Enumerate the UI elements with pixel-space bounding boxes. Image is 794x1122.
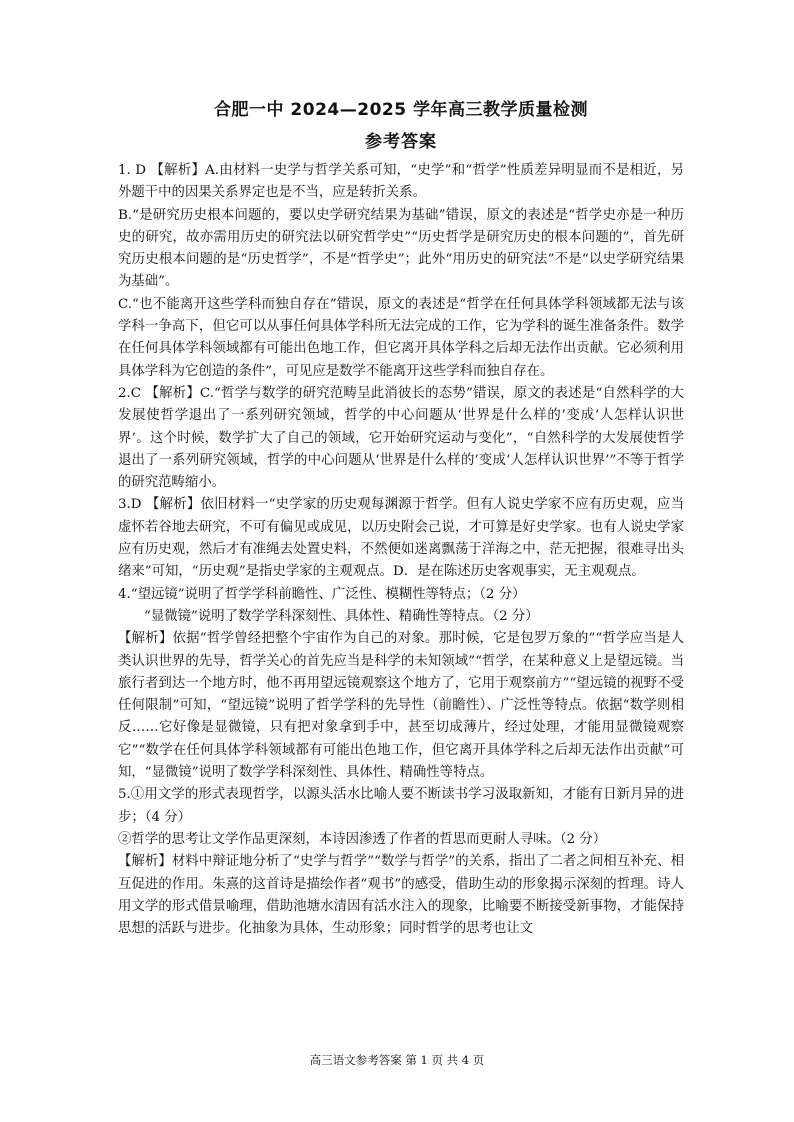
answer-paragraph-q1-b: B.“是研究历史根本问题的，要以史学研究结果为基础”错误，原文的表述是“哲学史亦是一种历史的研究，故亦需用历史的研究法以研究哲学史”“历史哲学是研究历史的根本问题的”，首先研究历史根本问题的是“历史哲学”，不是“哲学史”；此外“用历史的研究法”不是“以史学研究结果为基础”。: [118, 207, 684, 290]
answer-paragraph-q3: 3.D 【解析】依旧材料一“史学家的历史观每渊源于哲学。但有人说史学家不应有历史观，应当虚怀若谷地去研究，不可有偏见或成见，以历史附会己说，才可算是好史学家。也有人说史学家应有历史观，然后才有准绳去处置史料，不然便如迷离飘荡于洋海之中，茫无把握，很难寻出头绪来”可知，“历史观”是指史学家的主观观点。D．是在陈述历史客观事实，无主观观点。: [118, 497, 684, 580]
answer-paragraph-q1-c: C.“也不能离开这些学科而独自存在”错误，原文的表述是“哲学在任何具体学科领域都无法与该学科一争高下，但它可以从事任何具体学科所无法完成的工作，它为学科的诞生准备条件。数学在任何具体学科领域都有可能出色地工作，但它离开具体学科之后却无法作出贡献。它必须利用具体学科为它创造的条件”，可见应是数学不能离开这些学科而独自存在。: [118, 296, 684, 379]
answer-paragraph-q5-point1: 5.①用文学的形式表现哲学，以源头活水比喻人要不断读书学习汲取新知，才能有日新月异的进步；（4 分）: [118, 787, 684, 825]
page-footer: 高三语文参考答案 第 1 页 共 4 页: [309, 1053, 485, 1067]
answer-paragraph-q4-analysis: 【解析】依据“哲学曾经把整个宇宙作为自己的对象。那时候，它是包罗万象的”“哲学应当是人类认识世界的先导，哲学关心的首先应当是科学的未知领域”“哲学，在某种意义上是望远镜。当旅行者到达一个地方时，他不再用望远镜观察这个地方了，它用于观察前方”“望远镜的视野不受任何限制”可知，“望远镜”说明了哲学学科的先导性（前瞻性）、广泛性等特点。依据“数学则相反……它好像是显微镜，只有把对象拿到手中，甚至切成薄片，经过处理，才能用显微镜观察它”“数学在任何具体学科领域都有可能出色地工作，但它离开具体学科之后却无法作出贡献”可知，“显微镜”说明了数学学科深刻性、具体性、精确性等特点。: [118, 631, 684, 781]
answer-paragraph-q5-analysis: 【解析】材料中辩证地分析了“史学与哲学”“数学与哲学”的关系，指出了二者之间相互补充、相互促进的作用。朱熹的这首诗是描绘作者“观书”的感受，借助生动的形象揭示深刻的哲理。诗人用文学的形式借景喻理，借助池塘水清因有活水注入的现象，比喻要不断接受新事物，才能保持思想的活跃与进步。化抽象为具体，生动形象；同时哲学的思考也让文: [118, 854, 684, 937]
answer-content: [118, 160, 684, 940]
document-title: 合肥一中 2024—2025 学年高三教学质量检测: [214, 100, 588, 120]
answer-paragraph-q1-a: 1. D 【解析】A.由材料一史学与哲学关系可知，“史学”和“哲学”性质差异明显而不是相近，另外题干中的因果关系界定也是不当，应是转折关系。: [118, 163, 684, 201]
document-subtitle: 参考答案: [365, 132, 437, 152]
answer-paragraph-q4-telescope: 4.“望远镜”说明了哲学学科前瞻性、广泛性、模糊性等特点；（2 分）: [118, 586, 526, 602]
answer-paragraph-q2: 2.C 【解析】C.“哲学与数学的研究范畴呈此消彼长的态势”错误，原文的表述是“自然科学的大发展使哲学退出了一系列研究领域，哲学的中心问题从‘世界是什么样的’变成‘人怎样认识世界’。这个时候，数学扩大了自己的领域，它开始研究运动与变化”，“自然科学的大发展使哲学退出了一系列研究领域，哲学的中心问题从‘世界是什么样的’变成‘人怎样认识世界’”不等于哲学的研究范畴缩小。: [118, 385, 684, 491]
answer-paragraph-q4-microscope: “显微镜”说明了数学学科深刻性、具体性、精确性等特点。（2 分）: [144, 608, 539, 624]
answer-paragraph-q5-point2: ②哲学的思考让文学作品更深刻，本诗因渗透了作者的哲思而更耐人寻味。（2 分）: [118, 831, 607, 847]
